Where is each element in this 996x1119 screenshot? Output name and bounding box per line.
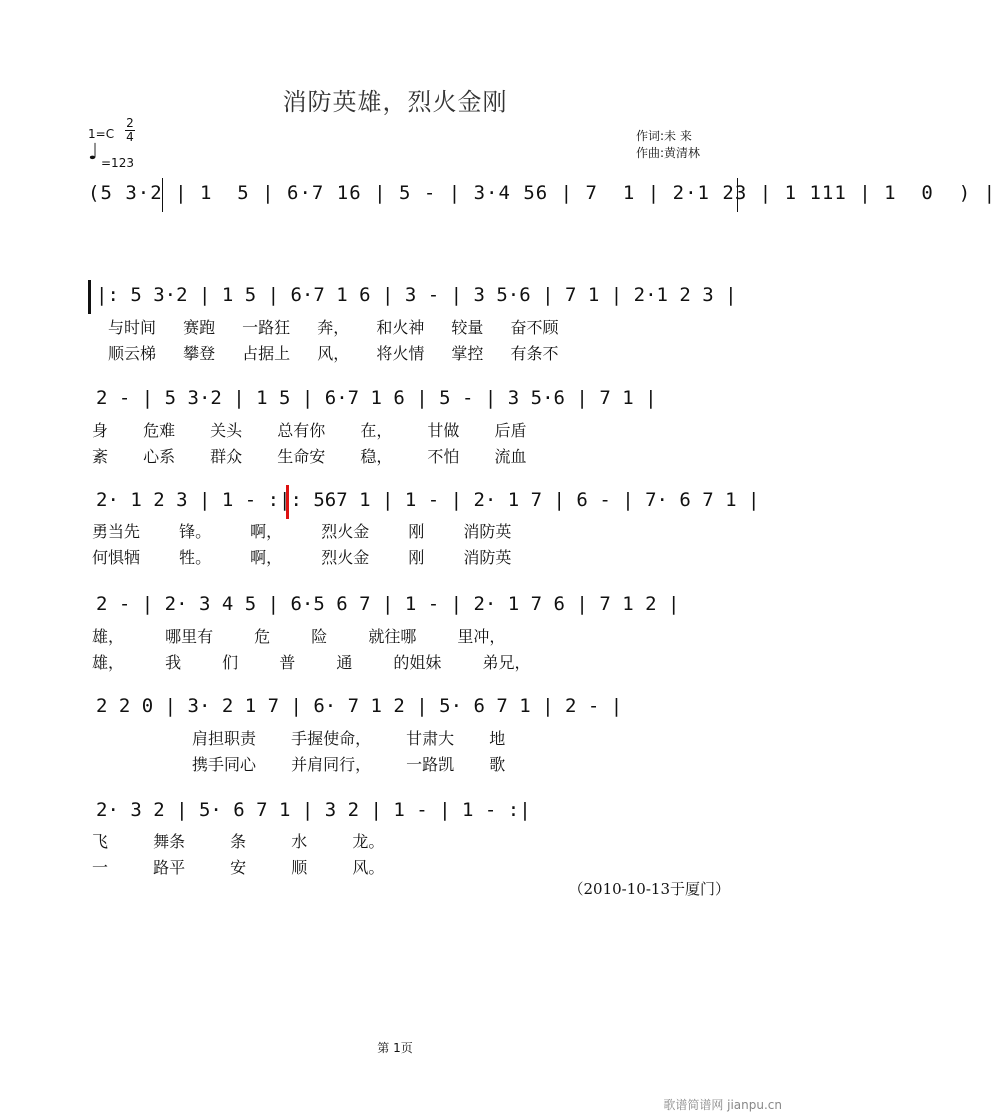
time-signature-top: 2 xyxy=(126,116,134,130)
notes-line: 2 - | 2· 3 4 5 | 6·5 6 7 | 1 - | 2· 1 7 6 | 7 1 2 | xyxy=(96,593,680,615)
composer: 作曲:黄清林 xyxy=(636,146,701,160)
lyrics-verse1-row2 xyxy=(0,418,790,440)
repeat-barline-red xyxy=(286,485,289,519)
lyrics-text: 顺云梯 攀登 占据上 风， 将火情 掌控 有条不 xyxy=(108,344,559,363)
lyrics-text: 雄， 我 们 普 通 的姐妹 弟兄， xyxy=(92,653,531,672)
notes-intro-render: (5 3·2 | 1 5 | 6·7 16 | 5 - | 3·4 56 | 7 1 | 2·1 23 | 1 111 | 1 0 ) | xyxy=(88,182,996,204)
notes-line: 2 2 0 | 3· 2 1 7 | 6· 7 1 2 | 5· 6 7 1 | 2 - | xyxy=(96,695,623,717)
lyricist: 作词:未 来 xyxy=(636,129,692,143)
barline xyxy=(162,178,163,212)
lyrics-verse2-row1 xyxy=(0,341,790,363)
lyrics-verse1-row1 xyxy=(0,315,790,337)
lyrics-text: 一 路平 安 顺 风。 xyxy=(92,858,385,877)
key-signature: 1=C xyxy=(88,127,115,141)
lyrics-verse1-row5 xyxy=(0,726,790,748)
notes-line: 2· 3 2 | 5· 6 7 1 | 3 2 | 1 - | 1 - :| xyxy=(96,799,531,821)
repeat-start-barline xyxy=(88,280,91,314)
barline xyxy=(737,178,738,212)
lyrics-text: 肩担职责 手握使命， 甘肃大 地 xyxy=(192,729,506,748)
notes-line: 2 - | 5 3·2 | 1 5 | 6·7 1 6 | 5 - | 3 5·6 | 7 1 | xyxy=(96,387,657,409)
lyrics-text: 雄， 哪里有 危 险 就往哪 里冲， xyxy=(92,627,506,646)
quarter-note-icon: ♩ xyxy=(88,140,99,165)
lyrics-text: 紊 心系 群众 生命安 稳， 不怕 流血 xyxy=(92,447,527,466)
watermark: 歌谱简谱网 jianpu.cn xyxy=(663,1098,782,1112)
composition-date: （2010-10-13于厦门） xyxy=(568,880,730,898)
lyrics-text: 飞 舞条 条 水 龙。 xyxy=(92,832,385,851)
lyrics-verse2-row6 xyxy=(0,855,790,877)
notes-line: 2· 1 2 3 | 1 - :|: 567 1 | 1 - | 2· 1 7 | 6 - | 7· 6 7 1 | xyxy=(96,489,760,511)
lyrics-text: 身 危难 关头 总有你 在， 甘做 后盾 xyxy=(92,421,527,440)
lyrics-verse2-row5 xyxy=(0,752,790,774)
time-signature xyxy=(124,117,136,144)
lyrics-verse2-row3 xyxy=(0,545,790,567)
lyrics-text: 勇当先 锋。 啊， 烈火金 刚 消防英 xyxy=(92,522,512,541)
lyrics-text: 与时间 赛跑 一路狂 奔， 和火神 较量 奋不顾 xyxy=(108,318,559,337)
notes-line: |: 5 3·2 | 1 5 | 6·7 1 6 | 3 - | 3 5·6 | 7 1 | 2·1 2 3 | xyxy=(96,284,737,306)
lyrics-verse1-row3 xyxy=(0,519,790,541)
page-number: 第 1页 xyxy=(377,1041,413,1055)
tempo-value: =123 xyxy=(101,156,134,170)
lyrics-verse1-row6 xyxy=(0,829,790,851)
time-signature-bottom: 4 xyxy=(126,130,134,144)
song-title: 消防英雄，烈火金刚 xyxy=(282,88,508,116)
lyrics-text: 何惧牺 牲。 啊， 烈火金 刚 消防英 xyxy=(92,548,512,567)
lyrics-verse2-row2 xyxy=(0,444,790,466)
lyrics-verse2-row4 xyxy=(0,650,790,672)
lyrics-text: 携手同心 并肩同行， 一路凯 歌 xyxy=(192,755,506,774)
lyrics-verse1-row4 xyxy=(0,624,790,646)
